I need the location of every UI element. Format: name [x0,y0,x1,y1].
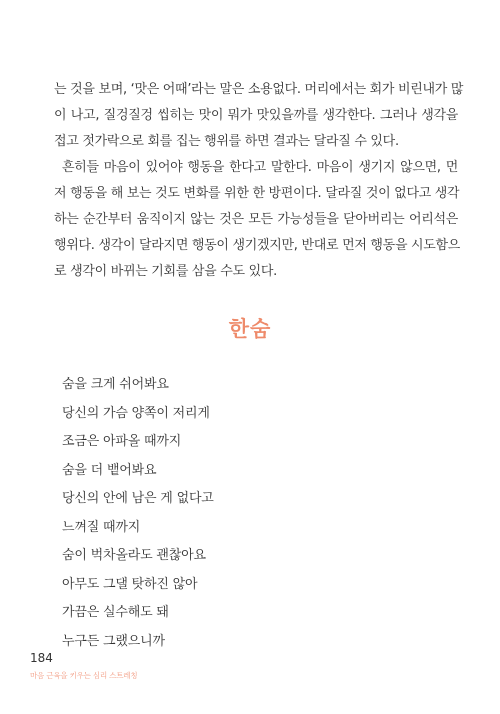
running-footer: 마음 근육을 키우는 심리 스트레칭 [30,671,138,680]
poem-title: 한숨 [228,317,272,341]
poem-line: 숨이 벅차올라도 괜찮아요 [62,548,206,563]
poem-line: 숨을 더 뱉어봐요 [62,462,157,478]
prose-line: 저 행동을 해 보는 것도 변화를 위한 한 방편이다. 달라질 것이 없다고 생각 [54,186,460,201]
prose-line: 는 것을 보며, ‘맛은 어때’라는 말은 소용없다. 머리에서는 회가 비린내가 많 [54,82,464,97]
poem-line: 당신의 안에 남은 게 없다고 [62,491,214,506]
poem-line: 숨을 크게 쉬어봐요 [62,377,169,392]
prose-line: 행위다. 생각이 달라지면 행동이 생기겠지만, 반대로 먼저 행동을 시도함으 [54,238,461,253]
poem-line: 누구든 그랬으니까 [62,633,165,649]
prose-body [54,77,464,285]
prose-line: 접고 젓가락으로 회를 집는 행위를 하면 결과는 달라질 수 있다. [54,134,399,149]
prose-line: 흔히들 마음이 있어야 행동을 한다고 말한다. 마음이 생기지 않으면, 먼 [62,160,458,175]
poem-line: 느껴질 때까지 [62,519,141,535]
poem-line: 조금은 아파올 때까지 [62,434,182,449]
poem-line: 아무도 그댈 탓하진 않아 [62,576,198,592]
prose-line: 이 나고, 질겅질겅 씹히는 맛이 뭐가 맛있을까를 생각한다. 그러나 생각을 [54,108,458,123]
page-number: 184 [30,651,53,665]
prose-line: 하는 순간부터 움직이지 않는 것은 모든 가능성들을 닫아버리는 어리석은 [54,212,458,227]
poem-line: 당신의 가슴 양쪽이 저리게 [62,405,210,421]
prose-line: 로 생각이 바뀌는 기회를 삼을 수도 있다. [54,264,277,279]
poem-body [62,371,442,656]
poem-line: 가끔은 실수해도 돼 [62,605,169,620]
